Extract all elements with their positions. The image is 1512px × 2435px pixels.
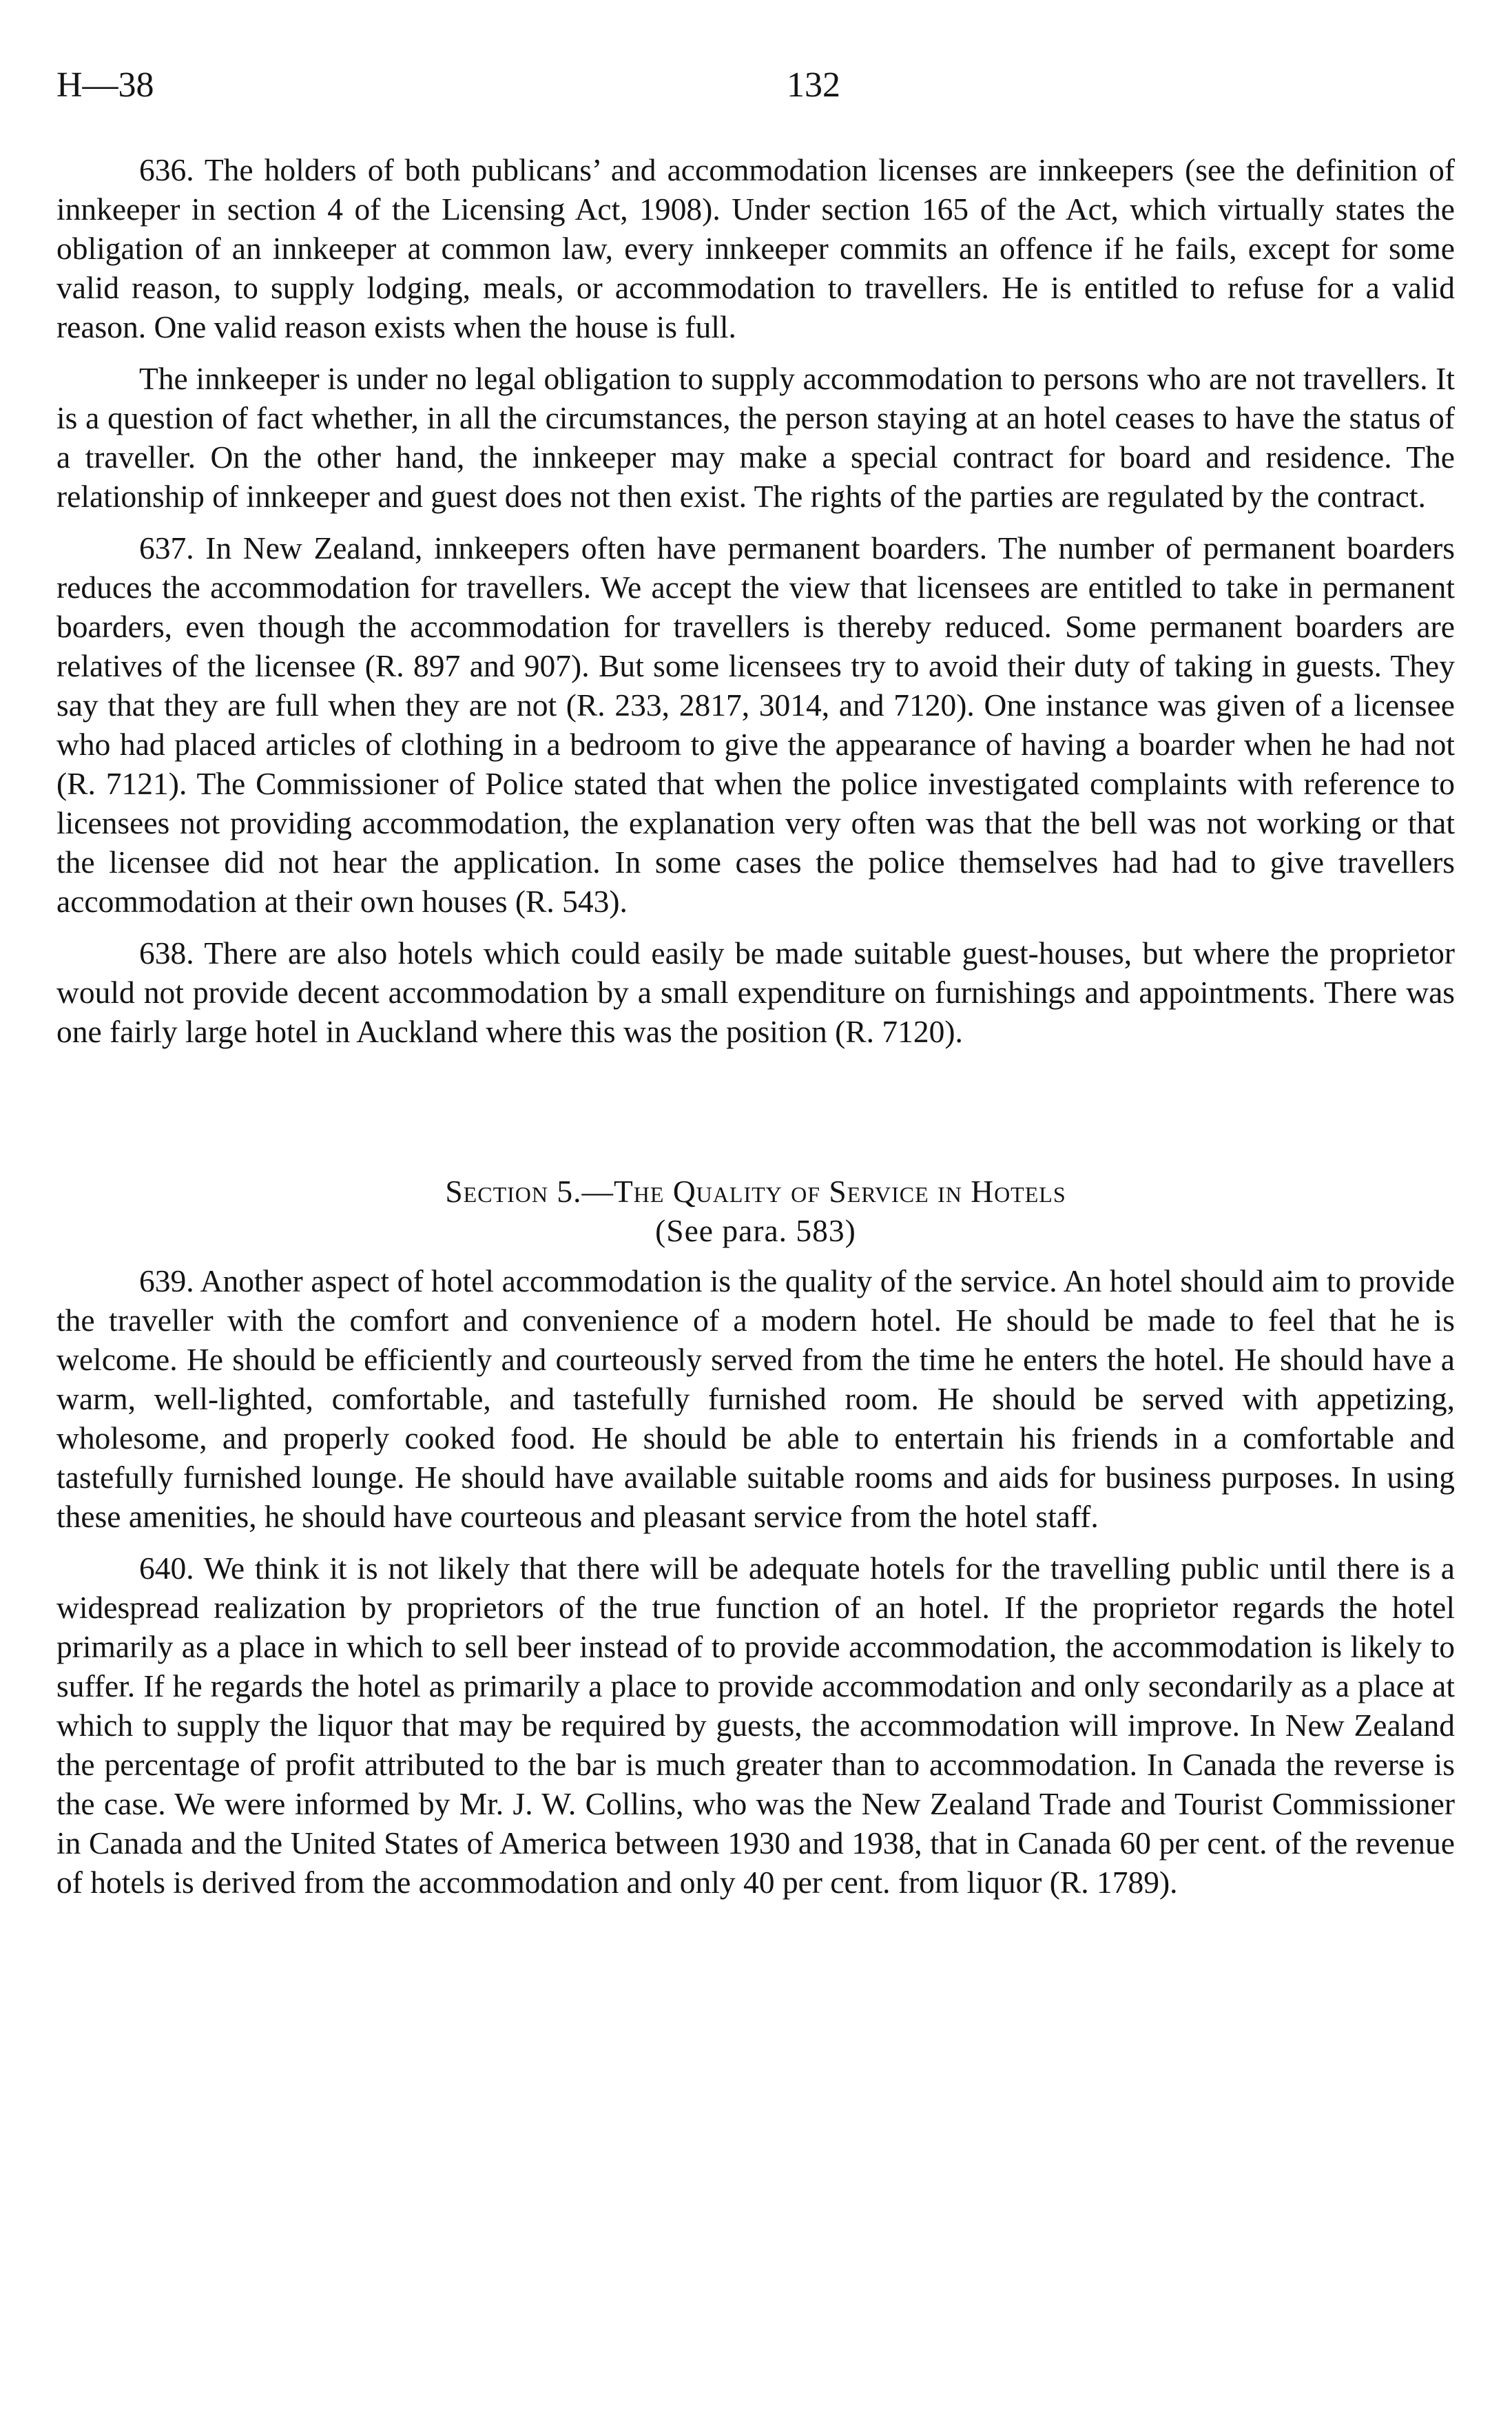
paragraph-638: 638. There are also hotels which could easily be made suitable guest-houses, but where the proprietor would not provide decent accommodation by a small expenditure on furnishings and appointments. There was one fairly large hotel in Auckland where this was the position (R. 7120). xyxy=(56,935,1455,1049)
section-heading: Section 5.—The Quality of Service in Hotels xyxy=(445,1174,1066,1209)
paragraph-636: 636. The holders of both publicans’ and accommodation licenses are innkeepers (see the definition of innkeeper in section 4 of the Licensing Act, 1908). Under section 165 of the Act, which virtually states the obligation of an innkeeper at common law, every innkeeper commits an offence if he fails, except for some valid reason, to supply lodging, meals, or accommodation to travellers. He is entitled to refuse for a valid reason. One valid reason exists when the house is full. xyxy=(56,152,1455,344)
paragraph-640: 640. We think it is not likely that there will be adequate hotels for the travelling public until there is a widespread realization by proprietors of the true function of an hotel. If the proprietor regards the hotel primarily as a place in which to sell beer instead of to provide accommodation, the accommodation is likely to suffer. If he regards the hotel as primarily a place to provide accommodation and only secondarily as a place at which to supply the liquor that may be required by guests, the accommodation will improve. In New Zealand the percentage of profit attributed to the bar is much greater than to accommodation. In Canada the reverse is the case. We were informed by Mr. J. W. Collins, who was the New Zealand Trade and Tourist Commissioner in Canada and the United States of America between 1930 and 1938, that in Canada 60 per cent. of the revenue of hotels is derived from the accommodation and only 40 per cent. from liquor (R. 1789). xyxy=(56,1551,1455,1900)
body-text xyxy=(56,150,1455,1914)
paragraph-639: 639. Another aspect of hotel accommodation is the quality of the service. An hotel should aim to provide the traveller with the comfort and convenience of a modern hotel. He should be made to feel that he is welcome. He should be efficiently and courteously served from the time he enters the hotel. He should have a warm, well-lighted, comfortable, and tastefully furnished room. He should be served with appetizing, wholesome, and properly cooked food. He should be able to entertain his friends in a comfortable and tastefully furnished lounge. He should have available suitable rooms and aids for business purposes. In using these amenities, he should have courteous and pleasant service from the hotel staff. xyxy=(56,1263,1455,1534)
document-reference: H—38 xyxy=(56,65,154,105)
page-number: 132 xyxy=(787,65,840,105)
section-subheading: (See para. 583) xyxy=(655,1213,856,1248)
paragraph-637: 637. In New Zealand, innkeepers often have permanent boarders. The number of permanent boarders reduces the accommodation for travellers. We accept the view that licensees are entitled to take in permanent boarders, even though the accommodation for travellers is thereby reduced. Some permanent boarders are relatives of the licensee (R. 897 and 907). But some licensees try to avoid their duty of taking in guests. They say that they are full when they are not (R. 233, 2817, 3014, and 7120). One instance was given of a licensee who had placed articles of clothing in a bedroom to give the appearance of having a boarder when he had not (R. 7121). The Commissioner of Police stated that when the police investigated complaints with reference to licensees not providing accommodation, the explanation very often was that the bell was not working or that the licensee did not hear the application. In some cases the police themselves had had to give travellers accommodation at their own houses (R. 543). xyxy=(56,530,1455,919)
paragraph-636-continued: The innkeeper is under no legal obligation to supply accommodation to persons who are not travellers. It is a question of fact whether, in all the circumstances, the person staying at an hotel ceases to have the status of a traveller. On the other hand, the innkeeper may make a special contract for board and residence. The relationship of innkeeper and guest does not then exist. The rights of the parties are regulated by the contract. xyxy=(56,361,1455,514)
page-header xyxy=(56,58,1455,113)
